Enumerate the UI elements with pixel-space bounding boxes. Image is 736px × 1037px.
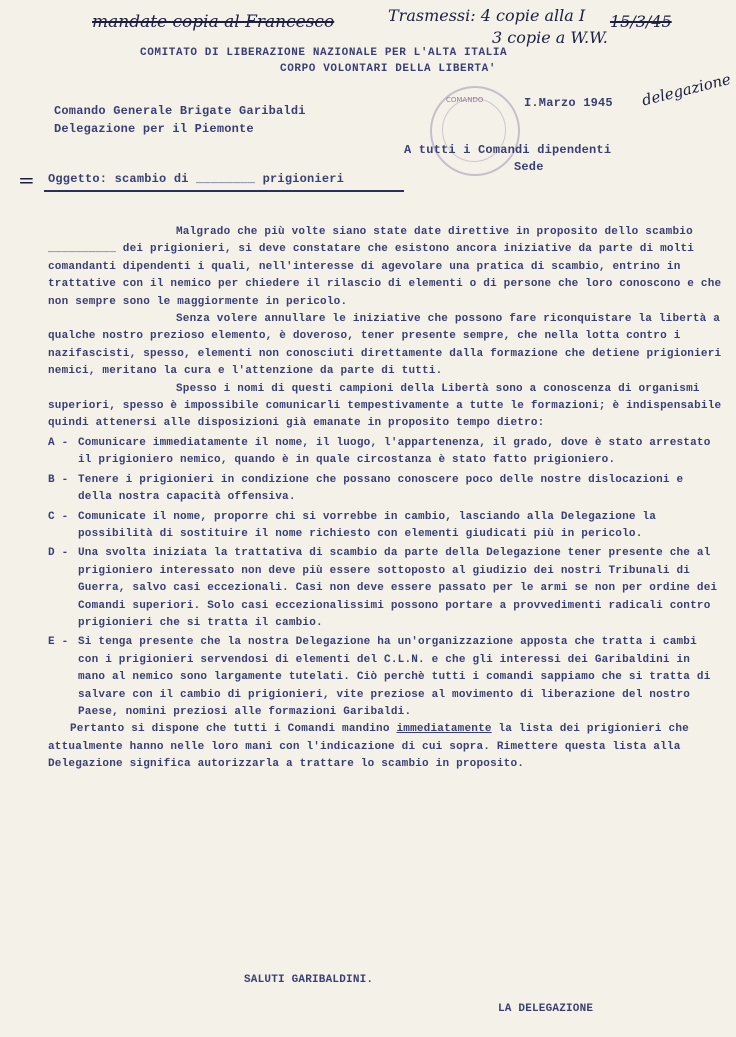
list-item-letter: B - (48, 473, 69, 486)
sender-line2: Delegazione per il Piemonte (54, 122, 254, 136)
list-item-text: Si tenga presente che la nostra Delegazione ha un'organizzazione apposta che tratta i cambi con i prigionieri servendosi di elementi del C.L.N. e che gli interessi dei Garibaldini in mano al nemico sono largamente tutelati. Ciò perchè tutti i comandi sappiamo che si tratta di salvare con il cambio di prigionieri, vite preziose al movimento di liberazione del nostro Paese, nomini preziosi alle formazioni Garibaldi. (78, 636, 711, 718)
list-item-letter: A - (48, 436, 69, 449)
list-item-d (48, 545, 724, 632)
list-item-a (48, 435, 724, 470)
stamp-text: COMANDO (446, 96, 484, 104)
letterhead-line2: CORPO VOLONTARI DELLA LIBERTA' (280, 63, 497, 75)
closing-text-after: la lista dei prigionieri che attualmente hanno nelle loro mani con l'indicazione di cui sopra. Rimettere questa lista alla Delegazione significa autorizzarla a trattare lo scambio in proposito. (48, 723, 689, 771)
corner-note: 15/3/45 (610, 12, 672, 31)
forward-note-line1: Trasmessi: 4 copie alla I (388, 6, 586, 25)
recipient-line2: Sede (514, 160, 544, 174)
body-paragraph-1: Malgrado che più volte siano state date direttive in proposito dello scambio __________ dei prigionieri, si deve constatare che esistono ancora iniziative da parte di molti comandanti dipendenti i quali, nell'interesse di agevolare una pratica di scambio, entrino in trattative con il nemico per chiedere il rilascio di elementi o di persone che loro conoscono e che non sempre sono le maggiormente in pericolo. (48, 226, 722, 308)
list-item-c (48, 509, 724, 544)
list-item-e (48, 634, 724, 721)
sender-line1: Comando Generale Brigate Garibaldi (54, 104, 306, 118)
subject-underline (44, 190, 404, 192)
list-item-text: Comunicare immediatamente il nome, il luogo, l'appartenenza, il grado, dove è stato arrestato il prigioniero nemico, quando è in quale circostanza è stato fatto prigioniero. (78, 436, 711, 467)
closing-emphasis: immediatamente (396, 723, 492, 736)
subject-margin-mark: = (18, 168, 35, 192)
closing-paragraph (48, 721, 724, 773)
closing-greeting: SALUTI GARIBALDINI. (244, 974, 374, 986)
recipient-line1: A tutti i Comandi dipendenti (404, 143, 612, 157)
list-item-text: Comunicate il nome, proporre chi si vorrebbe in cambio, lasciando alla Delegazione la possibilità di sostituire il nome richiesto con elementi giudicati più in pericolo. (78, 510, 657, 540)
delegation-note: delegazione (640, 69, 733, 110)
signature: LA DELEGAZIONE (498, 1003, 594, 1015)
body-paragraph-3: Spesso i nomi di questi campioni della Libertà sono a conoscenza di organismi superiori, spesso è impossibile comunicarli tempestivamente a tutte le formazioni; è indispensabile quindi attenersi alle disposizioni già emanate in proposito tempo dietro: (48, 382, 722, 430)
body-paragraph-2: Senza volere annullare le iniziative che possono fare riconquistare la libertà a qualche nostro prezioso elemento, è doveroso, tener presente sempre, che nella lotta contro i nazifascisti, spesso, elementi non conosciuti direttamente dalla formazione che detiene prigionieri nemici, meritano la cura e l'attenzione da parte di tutti. (48, 313, 722, 378)
list-item-letter: E - (48, 636, 69, 649)
letter-date: I.Marzo 1945 (524, 96, 613, 110)
struck-handwritten-note: mandate copia al Francesco (92, 12, 335, 32)
closing-text-before: Pertanto si dispone che tutti i Comandi mandino (70, 723, 390, 736)
list-item-text: Una svolta iniziata la trattativa di scambio da parte della Delegazione tener presente che al prigioniero interessato non deve più essere sottoposto al giudizio dei nostri Tribunali di Guerra, salvo casi eccezionali. Casi non deve essere passato per le armi se non per ordine dei Comandi superiori. Solo casi eccezionalissimi possono portare a provvedimenti radicali contro prigionieri che si tratta il cambio. (78, 547, 718, 629)
list-item-b (48, 472, 724, 507)
round-stamp (430, 86, 520, 176)
forward-note-line2: 3 copie a W.W. (492, 28, 608, 47)
list-item-letter: D - (48, 547, 69, 560)
subject-line: Oggetto: scambio di ________ prigionieri (48, 172, 345, 186)
list-item-letter: C - (48, 510, 69, 523)
list-item-text: Tenere i prigionieri in condizione che possano conoscere poco delle nostre dislocazioni e della nostra capacità offensiva. (78, 473, 684, 504)
letter-body (48, 224, 724, 774)
letterhead-line1: COMITATO DI LIBERAZIONE NAZIONALE PER L'ALTA ITALIA (140, 47, 508, 59)
